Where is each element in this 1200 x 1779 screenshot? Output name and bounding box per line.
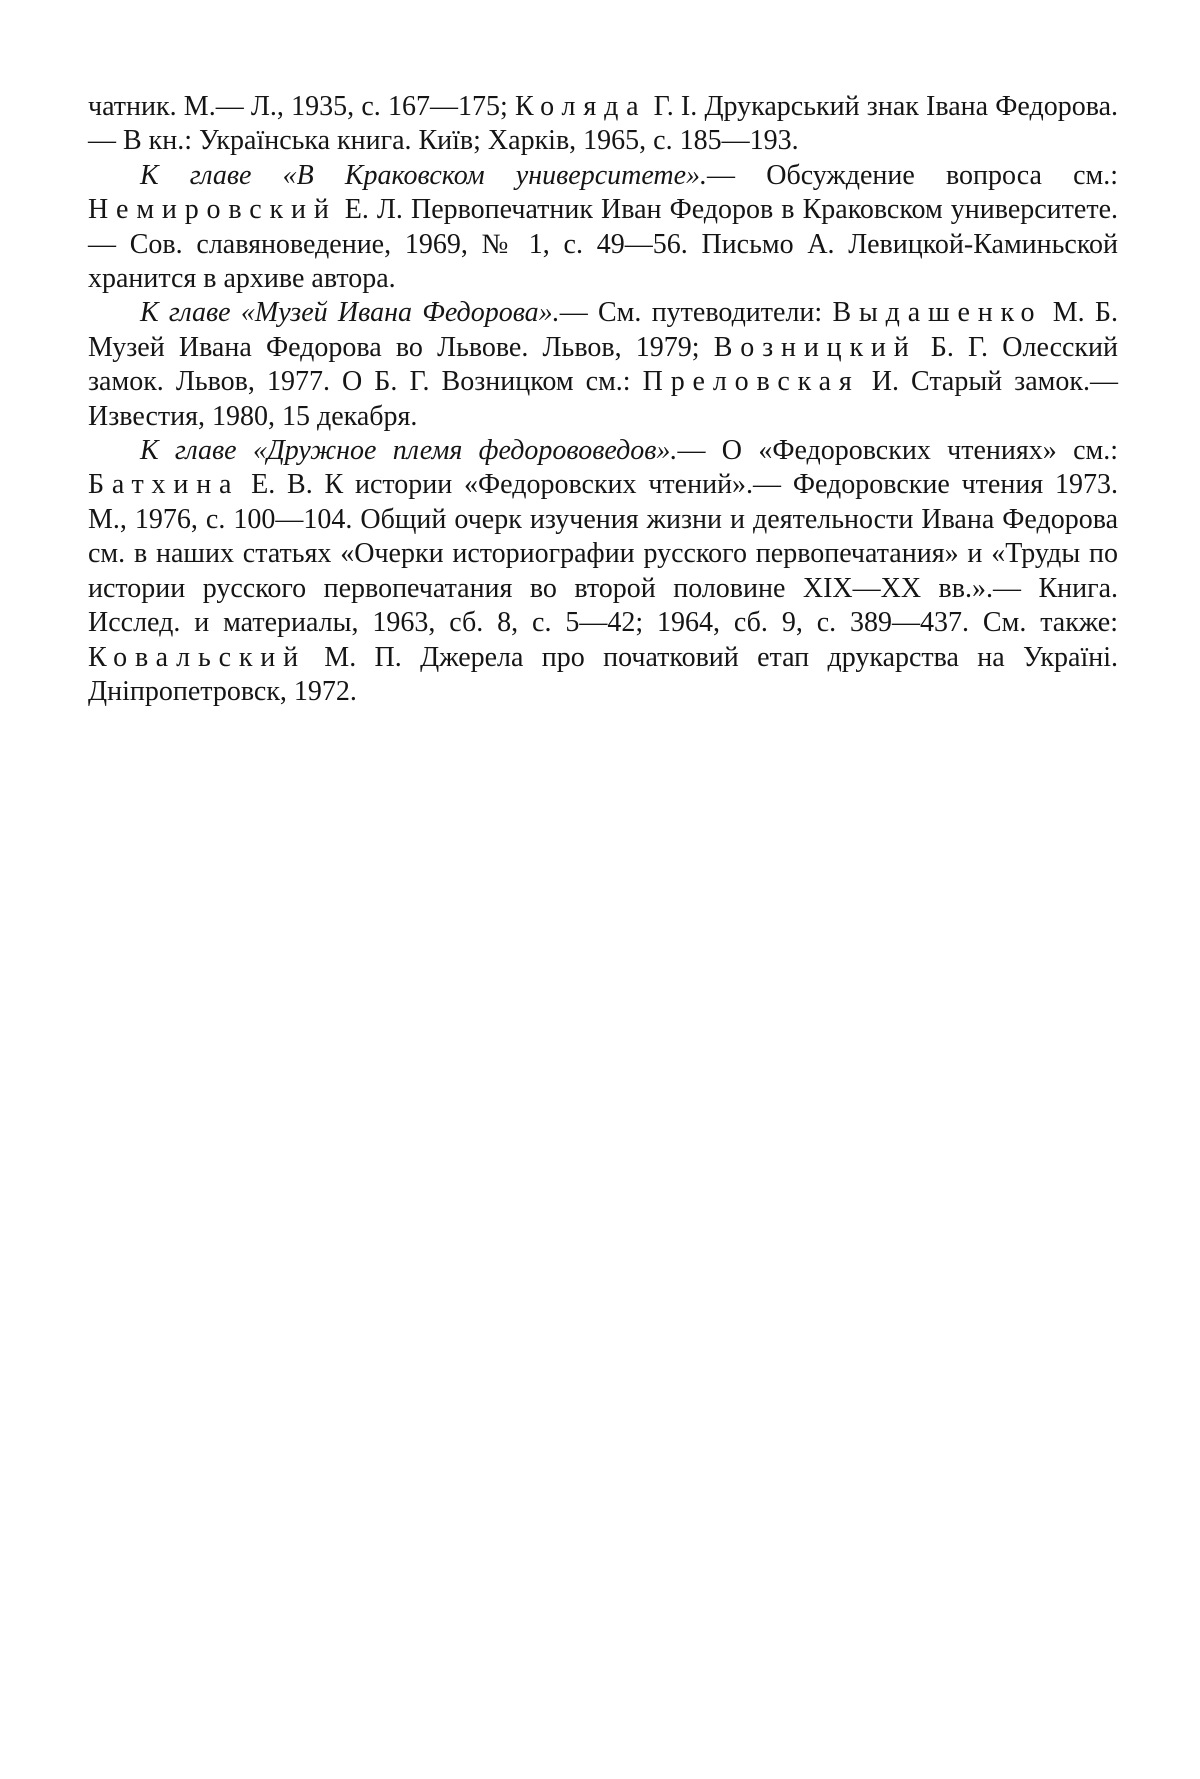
note-1-text-1: чатник. М.— Л., 1935, с. 167—175; [88, 91, 515, 122]
note-paragraph-2 [88, 159, 1118, 297]
note-3-author-voznitsky: Возницкий [713, 331, 917, 363]
note-paragraph-3 [88, 296, 1118, 434]
bibliographic-notes [88, 90, 1118, 709]
note-paragraph-4 [88, 434, 1118, 709]
note-2-chapter-heading: К главе «В Краковском университете». [140, 159, 708, 191]
note-4-text-3: М. П. Джерела про початковий етап друкарства на Україні. Дніпропетровск, 1972. [88, 641, 1118, 707]
note-2-text-1: — Обсуждение вопроса см.: [707, 159, 1119, 191]
note-3-author-vydashenko: Выдашенко [832, 297, 1043, 329]
note-paragraph-1 [88, 90, 1118, 159]
note-4-author-batkhina: Батхина [88, 469, 240, 501]
note-2-text-2: Е. Л. Первопечатник Иван Федоров в Краковском университете.— Сов. славяноведение, 1969, № 1, с. 49—56. Письмо А. Левицкой-Каминьской хранится в архиве автора. [88, 194, 1118, 295]
note-3-author-prelovskaya: Преловская [642, 366, 860, 398]
note-3-text-4: И. Старый замок.— Известия, 1980, 15 декабря. [88, 366, 1118, 432]
note-3-text-3: Б. Г. Олесский замок. Львов, 1977. О Б. Г. Возницком см.: [88, 331, 1118, 398]
note-4-text-2: Е. В. К истории «Федоровских чтений».— Федоровские чтения 1973. М., 1976, с. 100—104. Общий очерк изучения жизни и деятельности Ивана Федорова см. в наших статьях «Очерки историографии русского первопечатания» и «Труды по истории русского первопечатания во второй половине XIX—XX вв.».— Книга. Исслед. и материалы, 1963, сб. 8, с. 5—42; 1964, сб. 9, с. 389—437. См. также: [88, 469, 1118, 639]
note-1-text-2: Г. І. Друкарський знак Івана Федорова.— В кн.: Українська книга. Київ; Харків, 1965, с. 185—193. [88, 91, 1118, 157]
note-3-text-1: — См. путеводители: [559, 297, 833, 329]
note-4-chapter-heading: К главе «Дружное племя федорововедов». [140, 435, 678, 467]
note-3-text-2: М. Б. Музей Ивана Федорова во Львове. Львов, 1979; [88, 297, 1118, 363]
note-3-chapter-heading: К главе «Музей Ивана Федорова». [140, 297, 560, 329]
note-4-author-kovalsky: Ковальский [88, 641, 306, 673]
note-2-author-nemirovsky: Немировский [88, 194, 337, 226]
note-4-text-1: — О «Федоровских чтениях» см.: [677, 435, 1118, 467]
note-1-author-koliada: Коляда [514, 91, 647, 122]
